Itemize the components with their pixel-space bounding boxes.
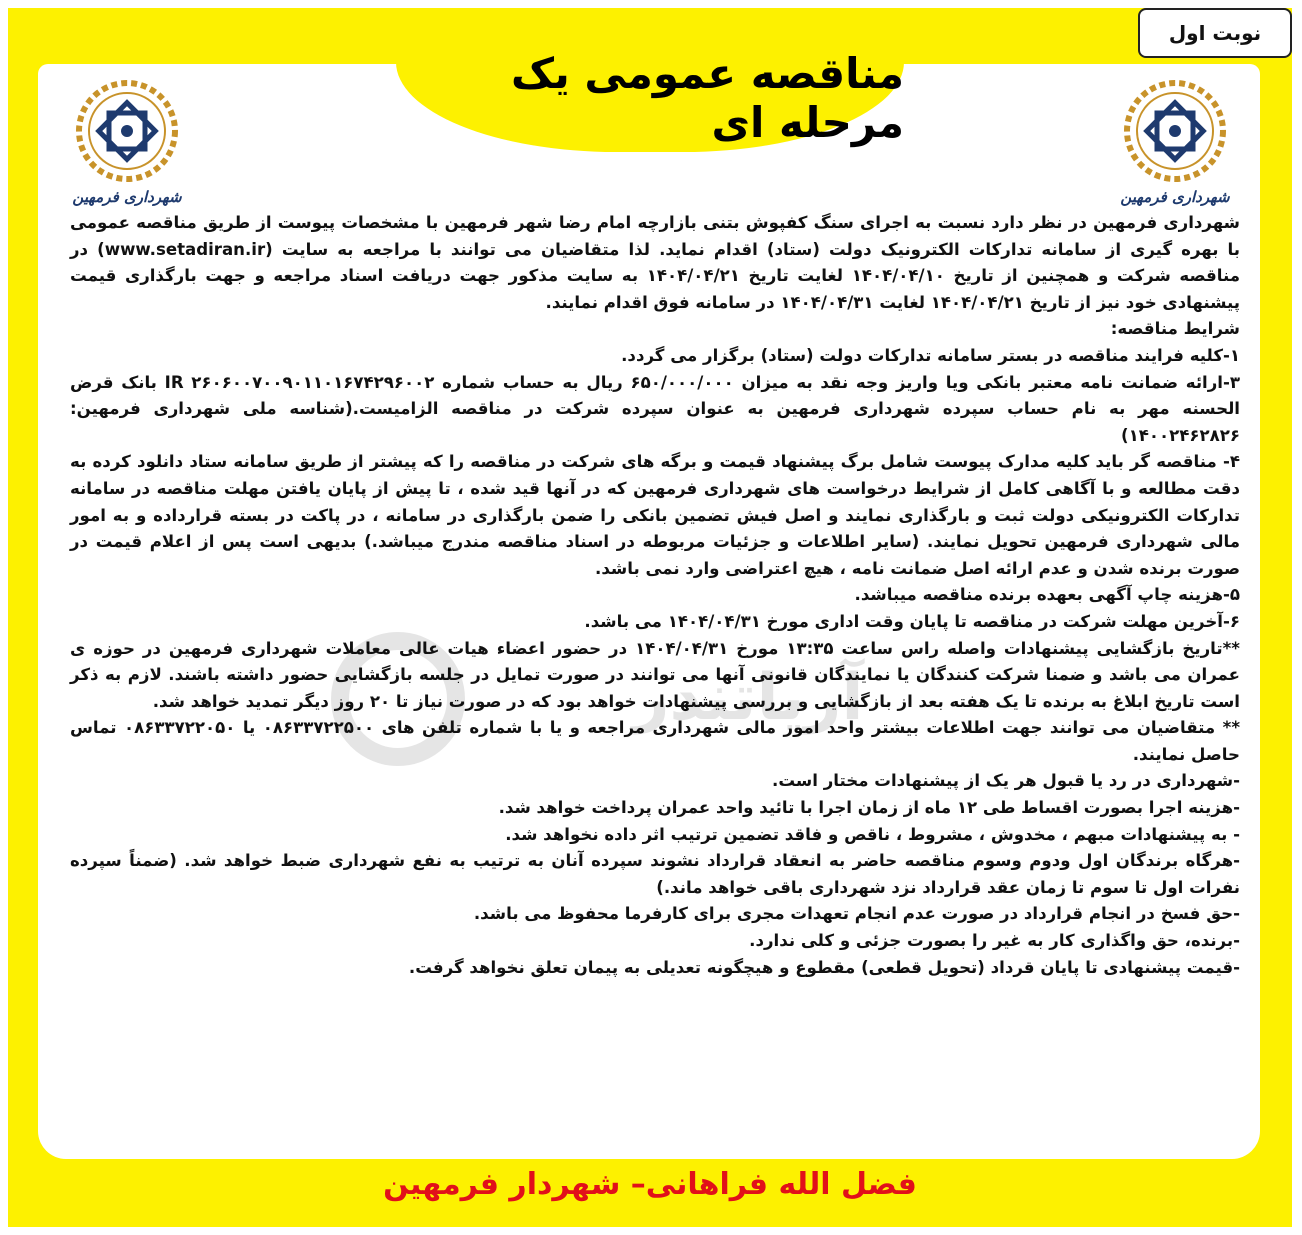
ad-frame (8, 8, 1292, 1227)
municipality-emblem-icon (1110, 76, 1240, 186)
clause-item: - به پیشنهادات مبهم ، مخدوش ، مشروط ، ناقص و فاقد تضمین ترتیب اثر داده نخواهد شد. (505, 824, 1240, 844)
condition-item: ۱-کلیه فرایند مناقصه در بستر سامانه تدارکات دولت (ستاد) برگزار می گردد. (621, 345, 1240, 365)
ad-panel (38, 49, 1260, 1159)
municipality-logo-left (62, 76, 192, 206)
conditions-heading: شرایط مناقصه: (1110, 319, 1240, 339)
municipality-logo-right (1110, 76, 1240, 206)
clause-item: -هزینه اجرا بصورت اقساط طی ۱۲ ماه از زمان اجرا با تائید واحد عمران پرداخت خواهد شد. (498, 798, 1240, 818)
clause-item: -قیمت پیشنهادی تا پایان قرداد (تحویل قطعی) مقطوع و هیچگونه تعدیلی به پیمان تعلق نخواهد گرفت. (408, 957, 1240, 977)
logo-caption: شهرداری فرمهین (72, 188, 182, 206)
logo-caption: شهرداری فرمهین (1120, 188, 1230, 206)
clause-item: -هرگاه برندگان اول ودوم وسوم مناقصه حاضر به انعقاد قرارداد نشوند سپرده آنان به ترتیب به نفع شهرداری ضبط خواهد شد. (ضمناً سپرده نفرات اول تا سوم تا زمان عقد قرارداد نزد شهرداری باقی خواهد ماند.) (70, 851, 1240, 897)
clause-item: -شهرداری در رد یا قبول هر یک از پیشنهادات مختار است. (772, 771, 1240, 791)
mayor-signature: فضل الله فراهانی– شهردار فرمهین (383, 1166, 917, 1202)
opening-note: **تاریخ بازگشایی پیشنهادات واصله راس ساعت ۱۳:۳۵ مورخ ۱۴۰۴/۰۴/۳۱ در حضور اعضاء هیات عالی معاملات شهرداری فرمهین در حوزه ی عمران می باشد و ضمنا شرکت کنندگان یا نمایندگان قانونی آنها می توانند در صورت تمایل در جلسه بازگشایی حضور داشته باشند. لازم به ذکر است تاریخ ابلاغ به برنده تا یک هفته بعد از بازگشایی و بررسی پیشنهادات خواهد بود که در صورت نیاز تا ۲۰ روز دیگر تمدید خواهد شد. (70, 638, 1240, 711)
ad-title: مناقصه عمومی یک مرحله ای (511, 49, 904, 147)
condition-item: ۳-ارائه ضمانت نامه معتبر بانکی ویا واریز وجه نقد به میزان ۶۵۰/۰۰۰/۰۰۰ ریال به حساب شماره IR ۲۶۰۶۰۰۷۰۰۹۰۱۱۰۱۶۷۴۲۹۶۰۰۲ بانک قرض الحسنه مهر به نام حساب سپرده شهرداری فرمهین به عنوان سپرده شرکت در مناقصه الزامیست.(شناسه ملی شهرداری فرمهین: ۱۴۰۰۲۴۶۲۸۲۶) (70, 372, 1241, 445)
round-badge: نوبت اول (1138, 8, 1292, 58)
clause-item: -حق فسخ در انجام قرارداد در صورت عدم انجام تعهدات مجری برای کارفرما محفوظ می باشد. (473, 904, 1240, 924)
condition-item: ۵-هزینه چاپ آگهی بعهده برنده مناقصه میباشد. (854, 585, 1240, 605)
title-band (396, 49, 904, 152)
watermark-text: آریاتندر (632, 661, 864, 735)
intro-paragraph: شهرداری فرمهین در نظر دارد نسبت به اجرای سنگ کفپوش بتنی بازارچه امام رضا شهر فرمهین با مشخصات پیوست از طریق مناقصه عمومی با بهره گیری از سامانه تدارکات الکترونیک دولت (ستاد) اقدام نماید. لذا متقاضیان می توانند با مراجعه به سایت (www.setadiran.ir) در مناقصه شرکت و همچنین از تاریخ ۱۴۰۴/۰۴/۱۰ لغایت تاریخ ۱۴۰۴/۰۴/۲۱ به سایت مذکور جهت دریافت اسناد مراجعه و جهت بارگذاری قیمت پیشنهادی خود نیز از تاریخ ۱۴۰۴/۰۴/۲۱ لغایت ۱۴۰۴/۰۴/۳۱ در سامانه فوق اقدام نمایند. (70, 213, 1240, 312)
municipality-emblem-icon (62, 76, 192, 186)
condition-item: ۴- مناقصه گر باید کلیه مدارک پیوست شامل برگ پیشنهاد قیمت و برگه های شرکت در مناقصه را که پیشتر از طریق سامانه ستاد دانلود کرده به دقت مطالعه و با آگاهی کامل از شرایط درخواست های شهرداری فرمهین که در آنها قید شده ، تا پیش از پایان یافتن مهلت مناقصه در سامانه تدارکات الکترونیکی دولت ثبت و بارگذاری نمایند و اصل فیش تضمین بانکی را ضمن بارگذاری در سامانه ، در پاکت در بسته قرارداده و به امور مالی شهرداری فرمهین تحویل نمایند. (سایر اطلاعات و جزئیات مربوطه در اسناد مناقصه مندرج میباشد.) بدیهی است پس از اعلام قیمت در صورت برنده شدن و عدم ارائه اصل ضمانت نامه ، هیچ اعتراضی وارد نمی باشد. (70, 452, 1240, 578)
contact-note: ** متقاضیان می توانند جهت اطلاعات بیشتر واحد امور مالی شهرداری مراجعه و یا با شماره تلفن های ۰۸۶۳۳۷۲۲۵۰۰ یا ۰۸۶۳۳۷۲۲۰۵۰ تماس حاصل نمایند. (70, 718, 1240, 764)
condition-item: ۶-آخرین مهلت شرکت در مناقصه تا پایان وقت اداری مورخ ۱۴۰۴/۰۴/۳۱ می باشد. (584, 611, 1240, 631)
clause-item: -برنده، حق واگذاری کار به غیر را بصورت جزئی و کلی ندارد. (749, 931, 1240, 951)
ad-body (70, 210, 1240, 981)
